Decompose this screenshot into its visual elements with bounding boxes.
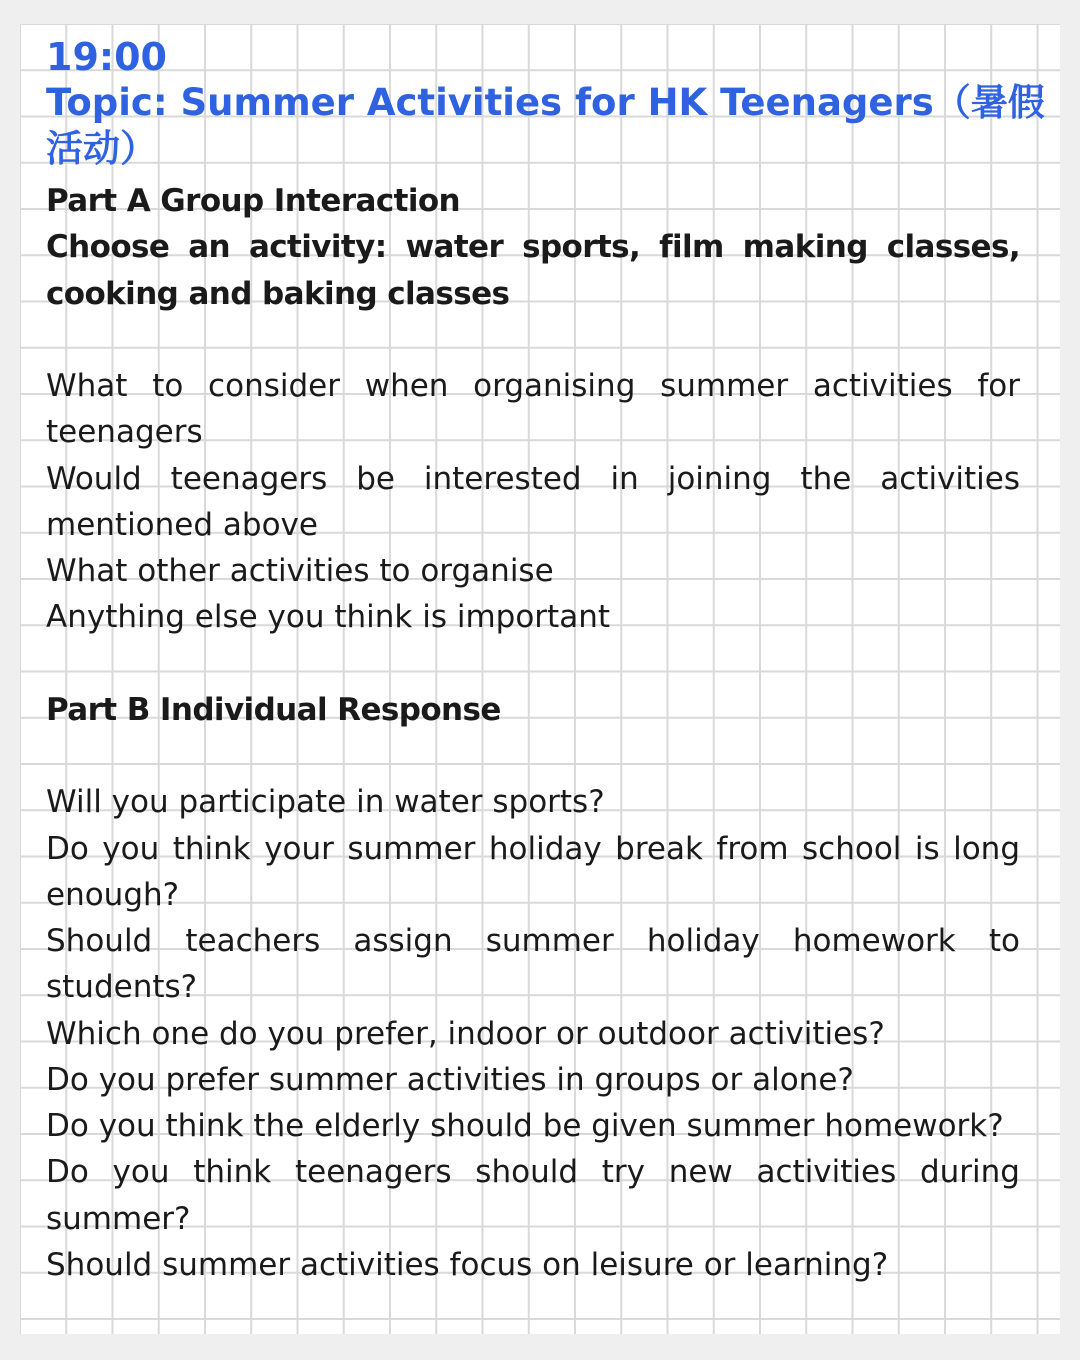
grid-paper bbox=[20, 24, 1060, 1334]
part-a-point: Would teenagers be interested in joining the activities mentioned above bbox=[46, 460, 1020, 543]
part-b-question: Do you think your summer holiday break from school is long enough? bbox=[46, 830, 1020, 913]
part-a-point: What to consider when organising summer activities for teenagers bbox=[46, 368, 1020, 451]
part-b-question: Do you prefer summer activities in groups or alone? bbox=[46, 1061, 854, 1098]
part-b-question: Do you think the elderly should be given summer homework? bbox=[46, 1108, 1004, 1144]
part-b-title: Part B Individual Response bbox=[46, 691, 501, 728]
spacer bbox=[46, 733, 1020, 779]
part-b-question: Which one do you prefer, indoor or outdoor activities? bbox=[46, 1015, 885, 1052]
part-a-point: What other activities to organise bbox=[46, 553, 554, 589]
part-b-question: Should teachers assign summer holiday homework to students? bbox=[46, 923, 1020, 1006]
part-b-question: Should summer activities focus on leisure or learning? bbox=[46, 1246, 889, 1283]
spacer bbox=[46, 641, 1020, 687]
topic-heading: Topic: Summer Activities for HK Teenagers（暑假活动） bbox=[46, 81, 1045, 170]
document-content bbox=[46, 34, 1045, 1288]
time-heading: 19:00 bbox=[46, 35, 167, 79]
part-b-question: Do you think teenagers should try new activities during summer? bbox=[46, 1154, 1020, 1237]
part-a-point: Anything else you think is important bbox=[46, 599, 611, 636]
spacer bbox=[46, 317, 1020, 363]
part-a-title: Part A Group Interaction bbox=[46, 183, 461, 219]
part-a-prompt: Choose an activity: water sports, film making classes, cooking and baking classes bbox=[46, 229, 1020, 312]
part-b-question: Will you participate in water sports? bbox=[46, 784, 605, 821]
